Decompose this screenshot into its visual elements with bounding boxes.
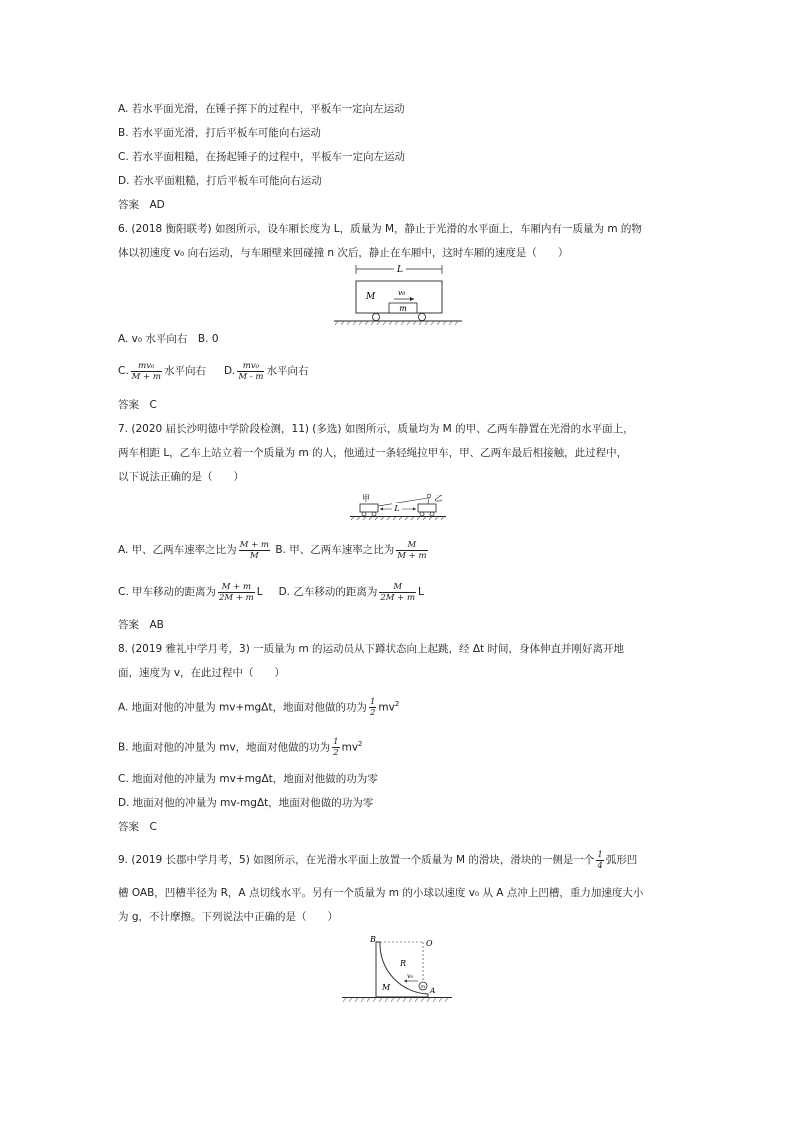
q9-quarter-fraction: [596, 850, 603, 871]
q7-option-d-prefix: D. 乙车移动的距离为: [278, 586, 378, 598]
q8-option-b-half: [332, 737, 339, 758]
q7-option-c-numerator: M + m: [218, 582, 255, 593]
q7-stem-line3: 以下说法正确的是（ ）: [118, 471, 244, 483]
q9-fig-label-r: R: [400, 959, 407, 968]
q6-option-c-denominator: M + m: [131, 371, 161, 382]
q7-option-c-prefix: C. 甲车移动的距离为: [118, 586, 217, 598]
q5-option-b: B. 若水平面光滑，打后平板车可能向右运动: [118, 127, 321, 139]
q9-fig-label-m-big: M: [382, 983, 391, 992]
q8-option-a-half-numerator: 1: [369, 697, 376, 707]
q6-option-d-numerator: mv₀: [237, 361, 264, 372]
q9-quarter-denominator: 4: [597, 860, 603, 871]
q7-option-b-prefix: B. 甲、乙两车速率之比为: [275, 544, 395, 556]
q8-option-b-square: 2: [358, 740, 363, 748]
q8-answer: 答案 C: [118, 821, 157, 833]
q8-stem-line2: 面，速度为 v，在此过程中（ ）: [118, 667, 286, 679]
q7-option-cd: [118, 578, 424, 606]
q7-option-a-prefix: A. 甲、乙两车速率之比为: [118, 544, 237, 556]
q7-option-b-fraction: [396, 540, 427, 561]
q7-option-d-suffix: L: [418, 586, 424, 598]
q9-fig-label-a: A: [430, 986, 436, 995]
q8-option-d: D. 地面对他的冲量为 mv-mgΔt，地面对他做的功为零: [118, 797, 374, 809]
q8-option-b-text: B. 地面对他的冲量为 mv，地面对他做的功为: [118, 741, 331, 754]
q5-option-d: D. 若水平面粗糙，打后平板车可能向右运动: [118, 175, 322, 187]
q6-fig-label-l: L: [397, 265, 403, 275]
q8-option-a-half: [369, 697, 376, 718]
q7-option-c-denominator: 2M + m: [219, 592, 254, 603]
q7-two-carts-figure: [348, 490, 448, 524]
q8-option-b: [118, 732, 363, 760]
q6-option-d-fraction: [237, 361, 264, 382]
q8-stem-line1: 8. (2019 雅礼中学月考，3) 一质量为 m 的运动员从下蹲状态向上起跳，经 Δt 时间，身体伸直并刚好离开地: [118, 643, 625, 655]
q7-answer: 答案 AB: [118, 619, 164, 631]
q8-option-a-text: A. 地面对他的冲量为 mv+mgΔt，地面对他做的功为: [118, 701, 367, 714]
q9-fig-label-b: B: [370, 935, 376, 944]
q5-answer: 答案 AD: [118, 199, 165, 211]
q6-answer: 答案 C: [118, 399, 157, 411]
q6-option-d-suffix: 水平向右: [266, 365, 309, 377]
q7-stem-line1: 7. (2020 届长沙明德中学阶段检测，11) (多选) 如图所示，质量均为 M 的甲、乙两车静置在光滑的水平面上，: [118, 423, 634, 435]
q6-option-d-prefix: D.: [223, 365, 236, 377]
q6-option-ab: A. v₀ 水平向右 B. 0: [118, 333, 219, 345]
q7-option-d-numerator: M: [379, 582, 416, 593]
q6-stem-line2: 体以初速度 v₀ 向右运动，与车厢壁来回碰撞 n 次后，静止在车厢中，这时车厢的速度是（ ）: [118, 247, 569, 259]
q9-quarter-numerator: 1: [597, 849, 603, 860]
q6-option-cd: [118, 356, 308, 386]
q6-option-c-suffix: 水平向右: [163, 365, 206, 377]
q8-option-b-half-denominator: 2: [333, 748, 339, 758]
q8-option-a: [118, 692, 399, 720]
q7-option-a-numerator: M + m: [239, 539, 269, 550]
q8-option-b-tail: mv: [341, 741, 359, 754]
q7-option-c-suffix: L: [256, 586, 263, 598]
q8-option-b-half-numerator: 1: [333, 737, 339, 747]
q6-fig-label-v0: v₀: [398, 288, 406, 297]
q7-option-b-denominator: M + m: [397, 550, 427, 561]
q6-fig-label-m-big: M: [366, 292, 376, 302]
q9-stem-line1-a: 9. (2019 长郡中学月考，5) 如图所示，在光滑水平面上放置一个质量为 M 的滑块，滑块的一侧是一个: [118, 854, 595, 866]
q9-fig-label-v0: v₀: [407, 972, 414, 980]
q8-option-a-half-denominator: 2: [369, 708, 376, 718]
q7-fig-label-l: L: [394, 504, 400, 513]
q9-stem-line2: 槽 OAB，凹槽半径为 R，A 点切线水平。另有一个质量为 m 的小球以速度 v₀ 从 A 点冲上凹槽，重力加速度大小: [118, 887, 644, 899]
q8-option-c: C. 地面对他的冲量为 mv+mgΔt，地面对他做的功为零: [118, 773, 378, 785]
q7-fig-label-jia: 甲: [362, 494, 370, 503]
q9-stem-line3: 为 g，不计摩擦。下列说法中正确的是（ ）: [118, 911, 339, 923]
q8-option-a-square: 2: [394, 700, 400, 708]
q9-groove-figure: [340, 934, 455, 1006]
q7-stem-line2: 两车相距 L，乙车上站立着一个质量为 m 的人，他通过一条轻绳拉甲车，甲、乙两车最后相接触，此过程中，: [118, 447, 628, 459]
q8-option-a-tail: mv: [378, 701, 395, 714]
q5-option-c: C. 若水平面粗糙，在扬起锤子的过程中，平板车一定向左运动: [118, 151, 406, 163]
q9-fig-label-m-small: m: [420, 985, 426, 990]
q7-option-c-fraction: [218, 582, 255, 603]
q6-fig-label-m-small: m: [399, 304, 407, 313]
q7-option-ab: [118, 536, 430, 564]
q6-carriage-figure: [334, 262, 464, 326]
q5-option-a: A. 若水平面光滑，在锤子挥下的过程中，平板车一定向左运动: [118, 103, 405, 115]
q6-stem-line1: 6. (2018 衡阳联考) 如图所示，设车厢长度为 L，质量为 M，静止于光滑的水平面上，车厢内有一质量为 m 的物: [118, 223, 642, 235]
q7-option-b-numerator: M: [396, 540, 427, 551]
q6-option-c-numerator: mv₀: [131, 361, 162, 372]
q9-fig-label-o: O: [426, 939, 433, 948]
q9-stem-line1-b: 弧形凹: [605, 854, 638, 866]
q7-option-d-denominator: 2M + m: [380, 592, 416, 603]
q6-option-c-fraction: [131, 361, 162, 382]
q7-fig-label-yi: 乙: [434, 494, 442, 503]
q7-option-a-denominator: M: [249, 550, 259, 561]
q7-option-d-fraction: [379, 582, 416, 603]
q6-option-d-denominator: M - m: [238, 371, 264, 382]
q7-option-a-fraction: [239, 540, 270, 561]
q6-option-c-prefix: C.: [118, 365, 129, 377]
q9-stem-line1: [118, 846, 637, 874]
